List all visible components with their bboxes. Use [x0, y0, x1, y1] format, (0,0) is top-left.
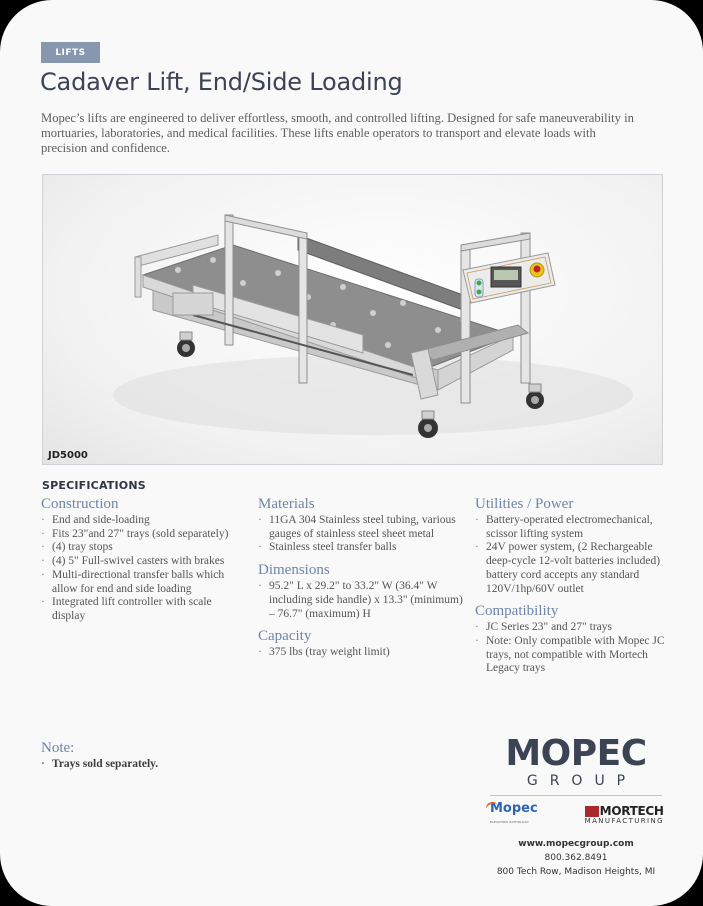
section-title: Dimensions	[258, 562, 330, 579]
group-wordmark: GROUP	[526, 773, 638, 789]
address: 800 Tech Row, Madison Heights, MI	[496, 867, 656, 877]
product-image	[42, 174, 663, 465]
cadaver-lift-illustration	[43, 175, 662, 464]
list-item: · Battery-operated electromechanical, scissor lifting system	[475, 514, 675, 541]
mortech-wordmark: MORTECH	[599, 803, 664, 818]
spec-column-3	[475, 496, 675, 683]
list-item: · 375 lbs (tray weight limit)	[258, 646, 463, 660]
compatibility-list	[475, 621, 675, 676]
mopec-group-logo: MOPEC	[505, 733, 647, 774]
capacity-section	[258, 628, 463, 660]
list-item: · End and side-loading	[41, 514, 241, 528]
construction-section	[41, 496, 241, 624]
mopec-tagline: ELEVATING PATHOLOGY	[490, 819, 530, 824]
list-item: · JC Series 23" and 27" trays	[475, 621, 675, 635]
capacity-list	[258, 646, 463, 660]
category-tag: LIFTS	[41, 42, 100, 63]
list-item: · (4) tray stops	[41, 541, 241, 555]
mopec-wordmark: Mopec	[490, 800, 538, 816]
list-item: · Multi-directional transfer balls which allow for end and side loading	[41, 569, 241, 596]
section-title: Materials	[258, 496, 315, 512]
intro-paragraph: Mopec’s lifts are engineered to deliver effortless, smooth, and controlled lifting. Designed for safe maneuverability in mortuaries, laboratories, and medical facilities. These lifts enable operators to transport and elevate loads with precision and confidence.	[41, 111, 634, 156]
divider	[490, 795, 662, 796]
list-item: · Integrated lift controller with scale display	[41, 596, 241, 623]
utilities-section	[475, 496, 675, 596]
materials-section	[258, 496, 463, 555]
list-item: · Stainless steel transfer balls	[258, 541, 463, 555]
list-item: · Note: Only compatible with Mopec JC trays, not compatible with Mortech Legacy trays	[475, 635, 675, 676]
construction-list	[41, 514, 241, 624]
list-item: · 11GA 304 Stainless steel tubing, various gauges of stainless steel sheet metal	[258, 514, 463, 541]
compatibility-section	[475, 603, 675, 676]
section-title: Utilities / Power	[475, 496, 574, 512]
model-number: JD5000	[48, 450, 88, 461]
section-title: Compatibility	[475, 603, 559, 620]
sub-brand-logos	[478, 802, 674, 828]
list-item: · Fits 23"and 27" trays (sold separately)	[41, 528, 241, 542]
mortech-square-icon	[585, 806, 599, 817]
mortech-tagline: MANUFACTURING	[584, 816, 664, 825]
list-item: · (4) 5" Full-swivel casters with brakes	[41, 555, 241, 569]
section-title: Construction	[41, 496, 119, 512]
materials-list	[258, 514, 463, 555]
branding-block	[478, 735, 674, 879]
list-item: · 95.2" L x 29.2" to 33.2" W (36.4" W including side handle) x 13.3" (minimum) – 76.7" (maximum) H	[258, 580, 463, 621]
utilities-list	[475, 514, 675, 596]
specifications-heading: SPECIFICATIONS	[42, 479, 146, 492]
contact-info	[478, 837, 674, 879]
website-link[interactable]: www.mopecgroup.com	[518, 839, 634, 849]
section-title: Capacity	[258, 628, 312, 645]
dimensions-section	[258, 562, 463, 621]
list-item: · Trays sold separately.	[41, 758, 158, 772]
phone-number: 800.362.8491	[544, 853, 608, 863]
page-title: Cadaver Lift, End/Side Loading	[40, 68, 403, 96]
dimensions-list	[258, 580, 463, 621]
spec-column-1	[41, 496, 241, 631]
note-title: Note:	[41, 740, 75, 756]
note-list	[41, 758, 158, 772]
mopec-logo	[490, 802, 538, 829]
mortech-logo	[584, 803, 664, 825]
note-section	[41, 740, 158, 772]
list-item: · 24V power system, (2 Rechargeable deep-cycle 12-volt batteries included) battery cord accepts any standard 120V/1hp/60V outlet	[475, 541, 675, 596]
spec-column-2	[258, 496, 463, 667]
